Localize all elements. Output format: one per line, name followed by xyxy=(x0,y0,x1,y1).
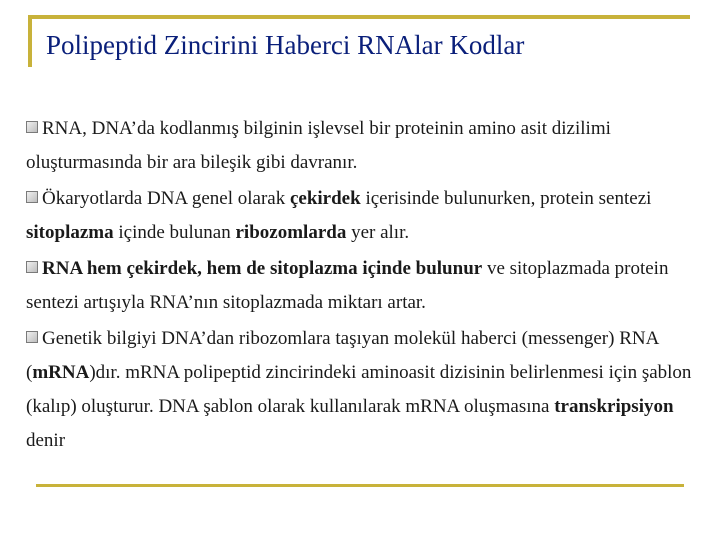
bullet-item xyxy=(26,182,696,250)
bullet-list xyxy=(26,112,696,460)
bold-term: transkripsiyon xyxy=(554,396,674,417)
bold-term: RNA hem çekirdek, hem de sitoplazma içinde bulunur xyxy=(42,258,483,279)
bullet-text: RNA, DNA’da kodlanmış bilginin işlevsel bir proteinin amino asit dizilimi oluşturmasında bir ara bileşik gibi davranır. xyxy=(26,118,611,173)
bold-term: sitoplazma xyxy=(26,222,114,243)
bullet-item xyxy=(26,112,696,180)
bold-term: çekirdek xyxy=(289,188,361,209)
bullet-item xyxy=(26,252,696,320)
bullet-text: yer alır. xyxy=(346,222,410,243)
bullet-text: Genetik bilgiyi DNA’dan ribozomlara taşıyan molekül haberci (messenger) RNA ( xyxy=(26,328,659,383)
square-bullet-icon xyxy=(26,191,38,203)
bold-term: mRNA xyxy=(32,362,90,383)
square-bullet-icon xyxy=(26,331,38,343)
bullet-text: ve sitoplazmada protein sentezi artışıyla RNA’nın sitoplazmada miktarı artar. xyxy=(26,258,669,313)
slide-title: Polipeptid Zincirini Haberci RNAlar Kodlar xyxy=(46,30,525,60)
bold-term: ribozomlarda xyxy=(235,222,347,243)
frame-left-rule xyxy=(28,15,32,67)
square-bullet-icon xyxy=(26,261,38,273)
square-bullet-icon xyxy=(26,121,38,133)
bottom-rule xyxy=(36,484,684,487)
bullet-text: )dır. mRNA polipeptid zincirindeki aminoasit dizisinin belirlenmesi için şablon (kalıp) oluşturur. DNA şablon olarak kullanılarak mRNA oluşmasına xyxy=(26,362,692,417)
frame-top-rule xyxy=(28,15,690,19)
bullet-text: içinde bulunan xyxy=(113,222,236,243)
bullet-text: Ökaryotlarda DNA genel olarak xyxy=(42,188,290,209)
bullet-item xyxy=(26,322,696,458)
bullet-text: içerisinde bulunurken, protein sentezi xyxy=(360,188,652,209)
bullet-text: denir xyxy=(26,430,66,451)
